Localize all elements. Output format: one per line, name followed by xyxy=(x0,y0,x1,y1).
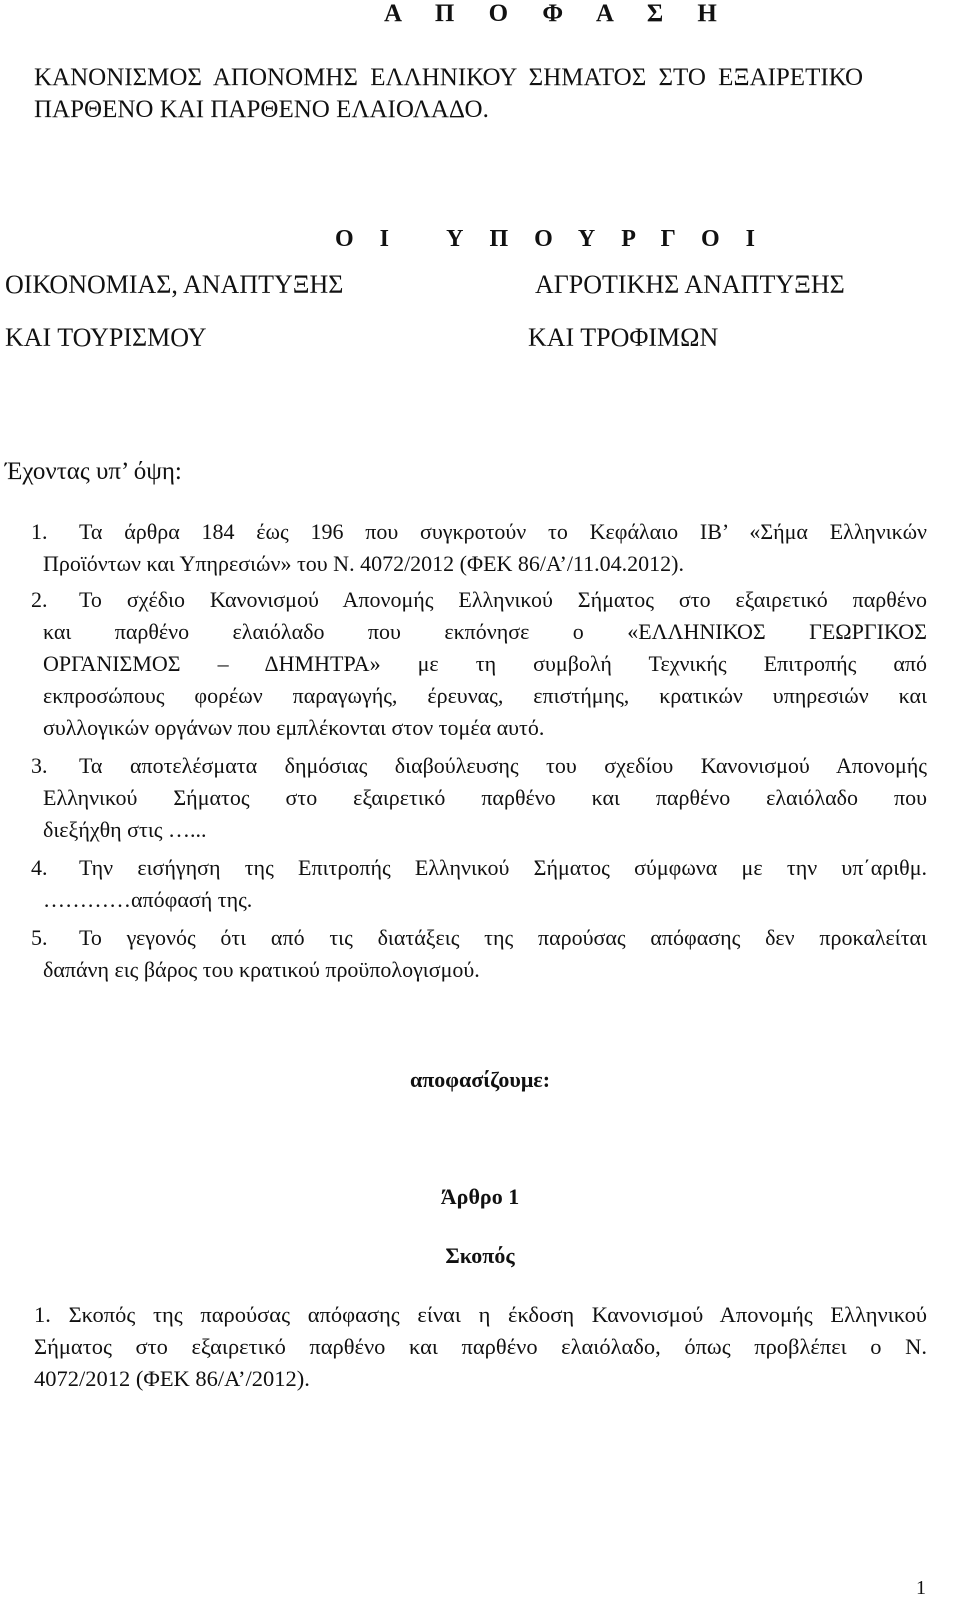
list-item-text: συλλογικών οργάνων που εμπλέκονται στον τομέα αυτό. xyxy=(43,715,545,740)
minister-right-line-1: ΑΓΡΟΤΙΚΗΣ ΑΝΑΠΤΥΞΗΣ xyxy=(535,270,845,299)
list-item-number: 4. xyxy=(31,855,48,880)
list-item-number: 2. xyxy=(31,587,48,612)
list-item-text: διεξήχθη στις …... xyxy=(43,817,207,842)
considerations-list xyxy=(31,516,927,988)
article-title: Άρθρο 1 xyxy=(440,1184,520,1209)
considering-heading: Έχοντας υπ’ όψη: xyxy=(5,458,182,485)
minister-left-line-1: ΟΙΚΟΝΟΜΙΑΣ, ΑΝΑΠΤΥΞΗΣ xyxy=(5,270,344,299)
list-item-text: Το γεγονός ότι από τις διατάξεις της παρούσας απόφασης δεν προκαλείται xyxy=(79,925,927,950)
document-subject xyxy=(34,62,934,126)
list-item-text: Τα άρθρα 184 έως 196 που συγκροτούν το Κεφάλαιο ΙΒ’ «Σήμα Ελληνικών xyxy=(79,519,927,544)
minister-left-line-2: ΚΑΙ ΤΟΥΡΙΣΜΟΥ xyxy=(5,323,207,352)
list-item-text: Τα αποτελέσματα δημόσιας διαβούλευσης του σχεδίου Κανονισμού Απονομής xyxy=(79,753,927,778)
article-text-line: 4072/2012 (ΦΕΚ 86/Α’/2012). xyxy=(34,1366,310,1391)
subject-line-1: ΚΑΝΟΝΙΣΜΟΣ ΑΠΟΝΟΜΗΣ ΕΛΛΗΝΙΚΟΥ ΣΗΜΑΤΟΣ ΣΤΟ ΕΞΑΙΡΕΤΙΚΟ xyxy=(34,64,864,91)
article-text-line: Σήματος στο εξαιρετικό παρθένο και παρθένο ελαιόλαδο, όπως προβλέπει ο Ν. xyxy=(34,1334,927,1359)
ministers-heading: Ο Ι Υ Π Ο Υ Ρ Γ Ο Ι xyxy=(335,226,765,252)
list-item xyxy=(31,750,927,846)
list-item-text: και παρθένο ελαιόλαδο που εκπόνησε ο «ΕΛΛΗΝΙΚΟΣ ΓΕΩΡΓΙΚΟΣ xyxy=(43,619,927,644)
list-item-text: Το σχέδιο Κανονισμού Απονομής Ελληνικού Σήματος στο εξαιρετικό παρθένο xyxy=(79,587,927,612)
list-item-number: 1. xyxy=(31,519,48,544)
article-body xyxy=(34,1299,927,1395)
list-item-text: Την εισήγηση της Επιτροπής Ελληνικού Σήματος σύμφωνα με την υπ΄αριθμ. xyxy=(79,855,927,880)
decision-heading: αποφασίζουμε: xyxy=(409,1067,551,1092)
list-item-text: Ελληνικού Σήματος στο εξαιρετικό παρθένο και παρθένο ελαιόλαδο που xyxy=(43,785,927,810)
article-subtitle: Σκοπός xyxy=(445,1243,515,1268)
document-title: Α Π Ο Φ Α Σ Η xyxy=(384,0,731,27)
list-item-text: εκπροσώπους φορέων παραγωγής, έρευνας, επιστήμης, κρατικών υπηρεσιών και xyxy=(43,683,927,708)
list-item xyxy=(31,852,927,916)
list-item-text: Προϊόντων και Υπηρεσιών» του Ν. 4072/2012 (ΦΕΚ 86/Α’/11.04.2012). xyxy=(43,551,684,576)
list-item xyxy=(31,516,927,580)
article-text-line: 1. Σκοπός της παρούσας απόφασης είναι η έκδοση Κανονισμού Απονομής Ελληνικού xyxy=(34,1302,927,1327)
list-item-number: 5. xyxy=(31,925,48,950)
minister-right-line-2: ΚΑΙ ΤΡΟΦΙΜΩΝ xyxy=(528,323,719,352)
list-item-text: δαπάνη εις βάρος του κρατικού προϋπολογισμού. xyxy=(43,957,480,982)
list-item-text: …………απόφασή της. xyxy=(43,887,253,912)
page-number: 1 xyxy=(916,1577,926,1599)
list-item-text: ΟΡΓΑΝΙΣΜΟΣ – ΔΗΜΗΤΡΑ» με τη συμβολή Τεχνικής Επιτροπής από xyxy=(43,651,927,676)
subject-line-2: ΠΑΡΘΕΝΟ ΚΑΙ ΠΑΡΘΕΝΟ ΕΛΑΙΟΛΑΔΟ. xyxy=(34,96,489,123)
list-item xyxy=(31,584,927,744)
list-item-number: 3. xyxy=(31,753,48,778)
list-item xyxy=(31,922,927,986)
